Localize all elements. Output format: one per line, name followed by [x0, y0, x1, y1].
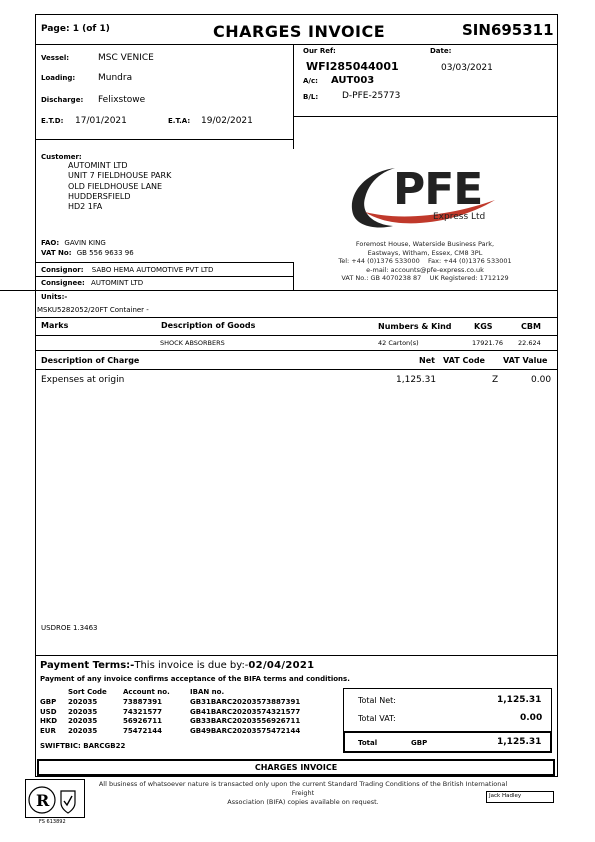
ac-value: AUT003 — [331, 75, 375, 86]
header-divider — [35, 44, 558, 45]
company-address-line: Foremost House, Waterside Business Park, — [355, 240, 495, 248]
customer-vat — [41, 249, 134, 257]
total-net-label: Total Net: — [358, 696, 396, 705]
bl-value: D-PFE-25773 — [342, 91, 401, 101]
certification-number: FS 613892 — [39, 819, 66, 825]
date-value: 03/03/2021 — [441, 63, 493, 73]
payment-acceptance: Payment of any invoice confirms acceptance of the BIFA terms and conditions. — [40, 675, 350, 683]
bank-col-account: Account no. — [123, 688, 170, 696]
page-number: Page: 1 (of 1) — [41, 24, 110, 34]
bl-label: B/L: — [303, 93, 319, 101]
consignor-top-line — [35, 262, 293, 263]
company-phone-line: Tel: +44 (0)1376 533000 Fax: +44 (0)1376 533001 — [338, 257, 512, 266]
customer-address-line: OLD FIELDHOUSE LANE — [68, 181, 163, 191]
customer-address-line: HUDDERSFIELD — [68, 191, 131, 201]
charges-header-top-line — [35, 350, 558, 351]
date-label: Date: — [430, 47, 452, 55]
svg-text:R: R — [36, 791, 50, 810]
goods-col-cbm: CBM — [521, 322, 541, 331]
logo-text: PFE — [393, 164, 483, 215]
shipment-divider — [35, 139, 293, 140]
charges-col-description: Description of Charge — [41, 356, 140, 365]
company-email: e-mail: accounts@pfe-express.co.uk — [366, 265, 484, 274]
footer-title: CHARGES INVOICE — [254, 763, 338, 772]
charges-col-vat-value: VAT Value — [503, 356, 548, 365]
fao-value: GAVIN KING — [64, 239, 106, 247]
company-address-line: Eastways, Witham, Essex, CM8 3PL — [367, 248, 483, 257]
customer-address-line: AUTOMINT LTD — [68, 161, 128, 170]
header-vertical-divider — [293, 44, 294, 149]
etd-value: 17/01/2021 — [75, 116, 127, 126]
vessel-label: Vessel: — [41, 54, 70, 62]
payment-due-date: 02/04/2021 — [248, 660, 315, 671]
payment-terms — [40, 660, 314, 671]
charges-header-bottom-line — [35, 369, 558, 370]
total-net-value: 1,125.31 — [497, 695, 542, 705]
certification-badge-icon — [25, 779, 85, 825]
units-value: MSKU5282052/20FT Container - — [37, 306, 149, 314]
goods-col-numbers: Numbers & Kind — [378, 322, 452, 331]
loading-label: Loading: — [41, 74, 76, 82]
document-title: CHARGES INVOICE — [213, 22, 386, 41]
ac-label: A/c: — [303, 77, 318, 85]
consignee-label: Consignee: — [41, 279, 85, 287]
payment-terms-text: This invoice is due by:- — [134, 660, 249, 671]
bank-col-iban: IBAN no. — [190, 688, 225, 696]
company-logo — [345, 164, 515, 230]
fao — [41, 239, 106, 247]
goods-col-kgs: KGS — [474, 322, 493, 331]
goods-col-marks: Marks — [41, 321, 69, 330]
customer-address — [68, 161, 171, 212]
company-reg-line: VAT No.: GB 4070238 87 UK Registered: 1712129 — [341, 274, 509, 283]
grand-total-currency: GBP — [411, 739, 428, 747]
usdroe: USDROE 1.3463 — [41, 624, 98, 632]
logo-subtext: Express Ltd — [433, 212, 486, 222]
total-vat-label: Total VAT: — [358, 714, 396, 723]
goods-header-bottom-line — [35, 335, 558, 336]
charges-col-vat-code: VAT Code — [443, 356, 485, 365]
footer-terms-line: All business of whatsoever nature is transacted only upon the current Standard Trading Conditions of the British International Freight — [98, 780, 508, 797]
consignee-value: AUTOMINT LTD — [91, 279, 144, 287]
swift-code: SWIFTBIC: BARCGB22 — [40, 742, 126, 750]
loading-value: Mundra — [98, 73, 133, 83]
signature-name: Jack Hadley — [489, 793, 522, 799]
our-ref-value: WFI285044001 — [306, 60, 399, 73]
consignor-value: SABO HEMA AUTOMOTIVE PVT LTD — [91, 266, 214, 274]
footer-terms — [87, 780, 522, 807]
goods-row-kgs: 17921.76 — [472, 339, 504, 347]
customer-vat-label: VAT No: — [41, 249, 72, 257]
customer-label: Customer: — [41, 153, 82, 161]
footer-terms-line: Association (BIFA) copies available on request. — [227, 798, 379, 806]
discharge-label: Discharge: — [41, 96, 84, 104]
charge-row-vat-value: 0.00 — [531, 375, 552, 385]
our-ref-label: Our Ref: — [303, 47, 336, 55]
page-edge-mark — [0, 290, 35, 291]
units-top-line — [35, 290, 558, 291]
consignor — [41, 266, 213, 274]
etd-label: E.T.D: — [41, 117, 64, 125]
goods-header-top-line — [35, 317, 558, 318]
payment-top-line — [35, 655, 558, 656]
fao-label: FAO: — [41, 239, 60, 247]
total-vat-value: 0.00 — [520, 713, 543, 723]
consignee-top-line — [35, 276, 293, 277]
grand-total-value: 1,125.31 — [497, 737, 542, 747]
units-label: Units:- — [41, 293, 68, 301]
charges-col-net: Net — [419, 356, 435, 365]
goods-col-description: Description of Goods — [161, 321, 256, 330]
ref-divider — [293, 116, 558, 117]
eta-label: E.T.A: — [168, 117, 191, 125]
discharge-value: Felixstowe — [98, 95, 146, 105]
bank-col-sort: Sort Code — [68, 688, 107, 696]
payment-terms-label: Payment Terms:- — [40, 660, 135, 671]
goods-row-description: SHOCK ABSORBERS — [160, 339, 225, 347]
goods-row-numbers: 42 Carton(s) — [378, 339, 419, 347]
consignor-label: Consignor: — [41, 266, 84, 274]
customer-vat-value: GB 556 9633 96 — [76, 249, 134, 257]
charge-row-vat-code: Z — [492, 375, 499, 385]
charge-row-net: 1,125.31 — [396, 375, 437, 385]
invoice-number: SIN695311 — [462, 21, 554, 39]
consignee — [41, 279, 143, 287]
company-address — [294, 240, 556, 283]
customer-address-line: HD2 1FA — [68, 202, 103, 212]
customer-address-line: UNIT 7 FIELDHOUSE PARK — [68, 171, 172, 181]
vessel-value: MSC VENICE — [98, 53, 154, 63]
charge-row-description: Expenses at origin — [41, 375, 125, 385]
eta-value: 19/02/2021 — [201, 116, 253, 126]
grand-total-label: Total — [358, 739, 378, 747]
goods-row-cbm: 22.624 — [518, 339, 541, 347]
